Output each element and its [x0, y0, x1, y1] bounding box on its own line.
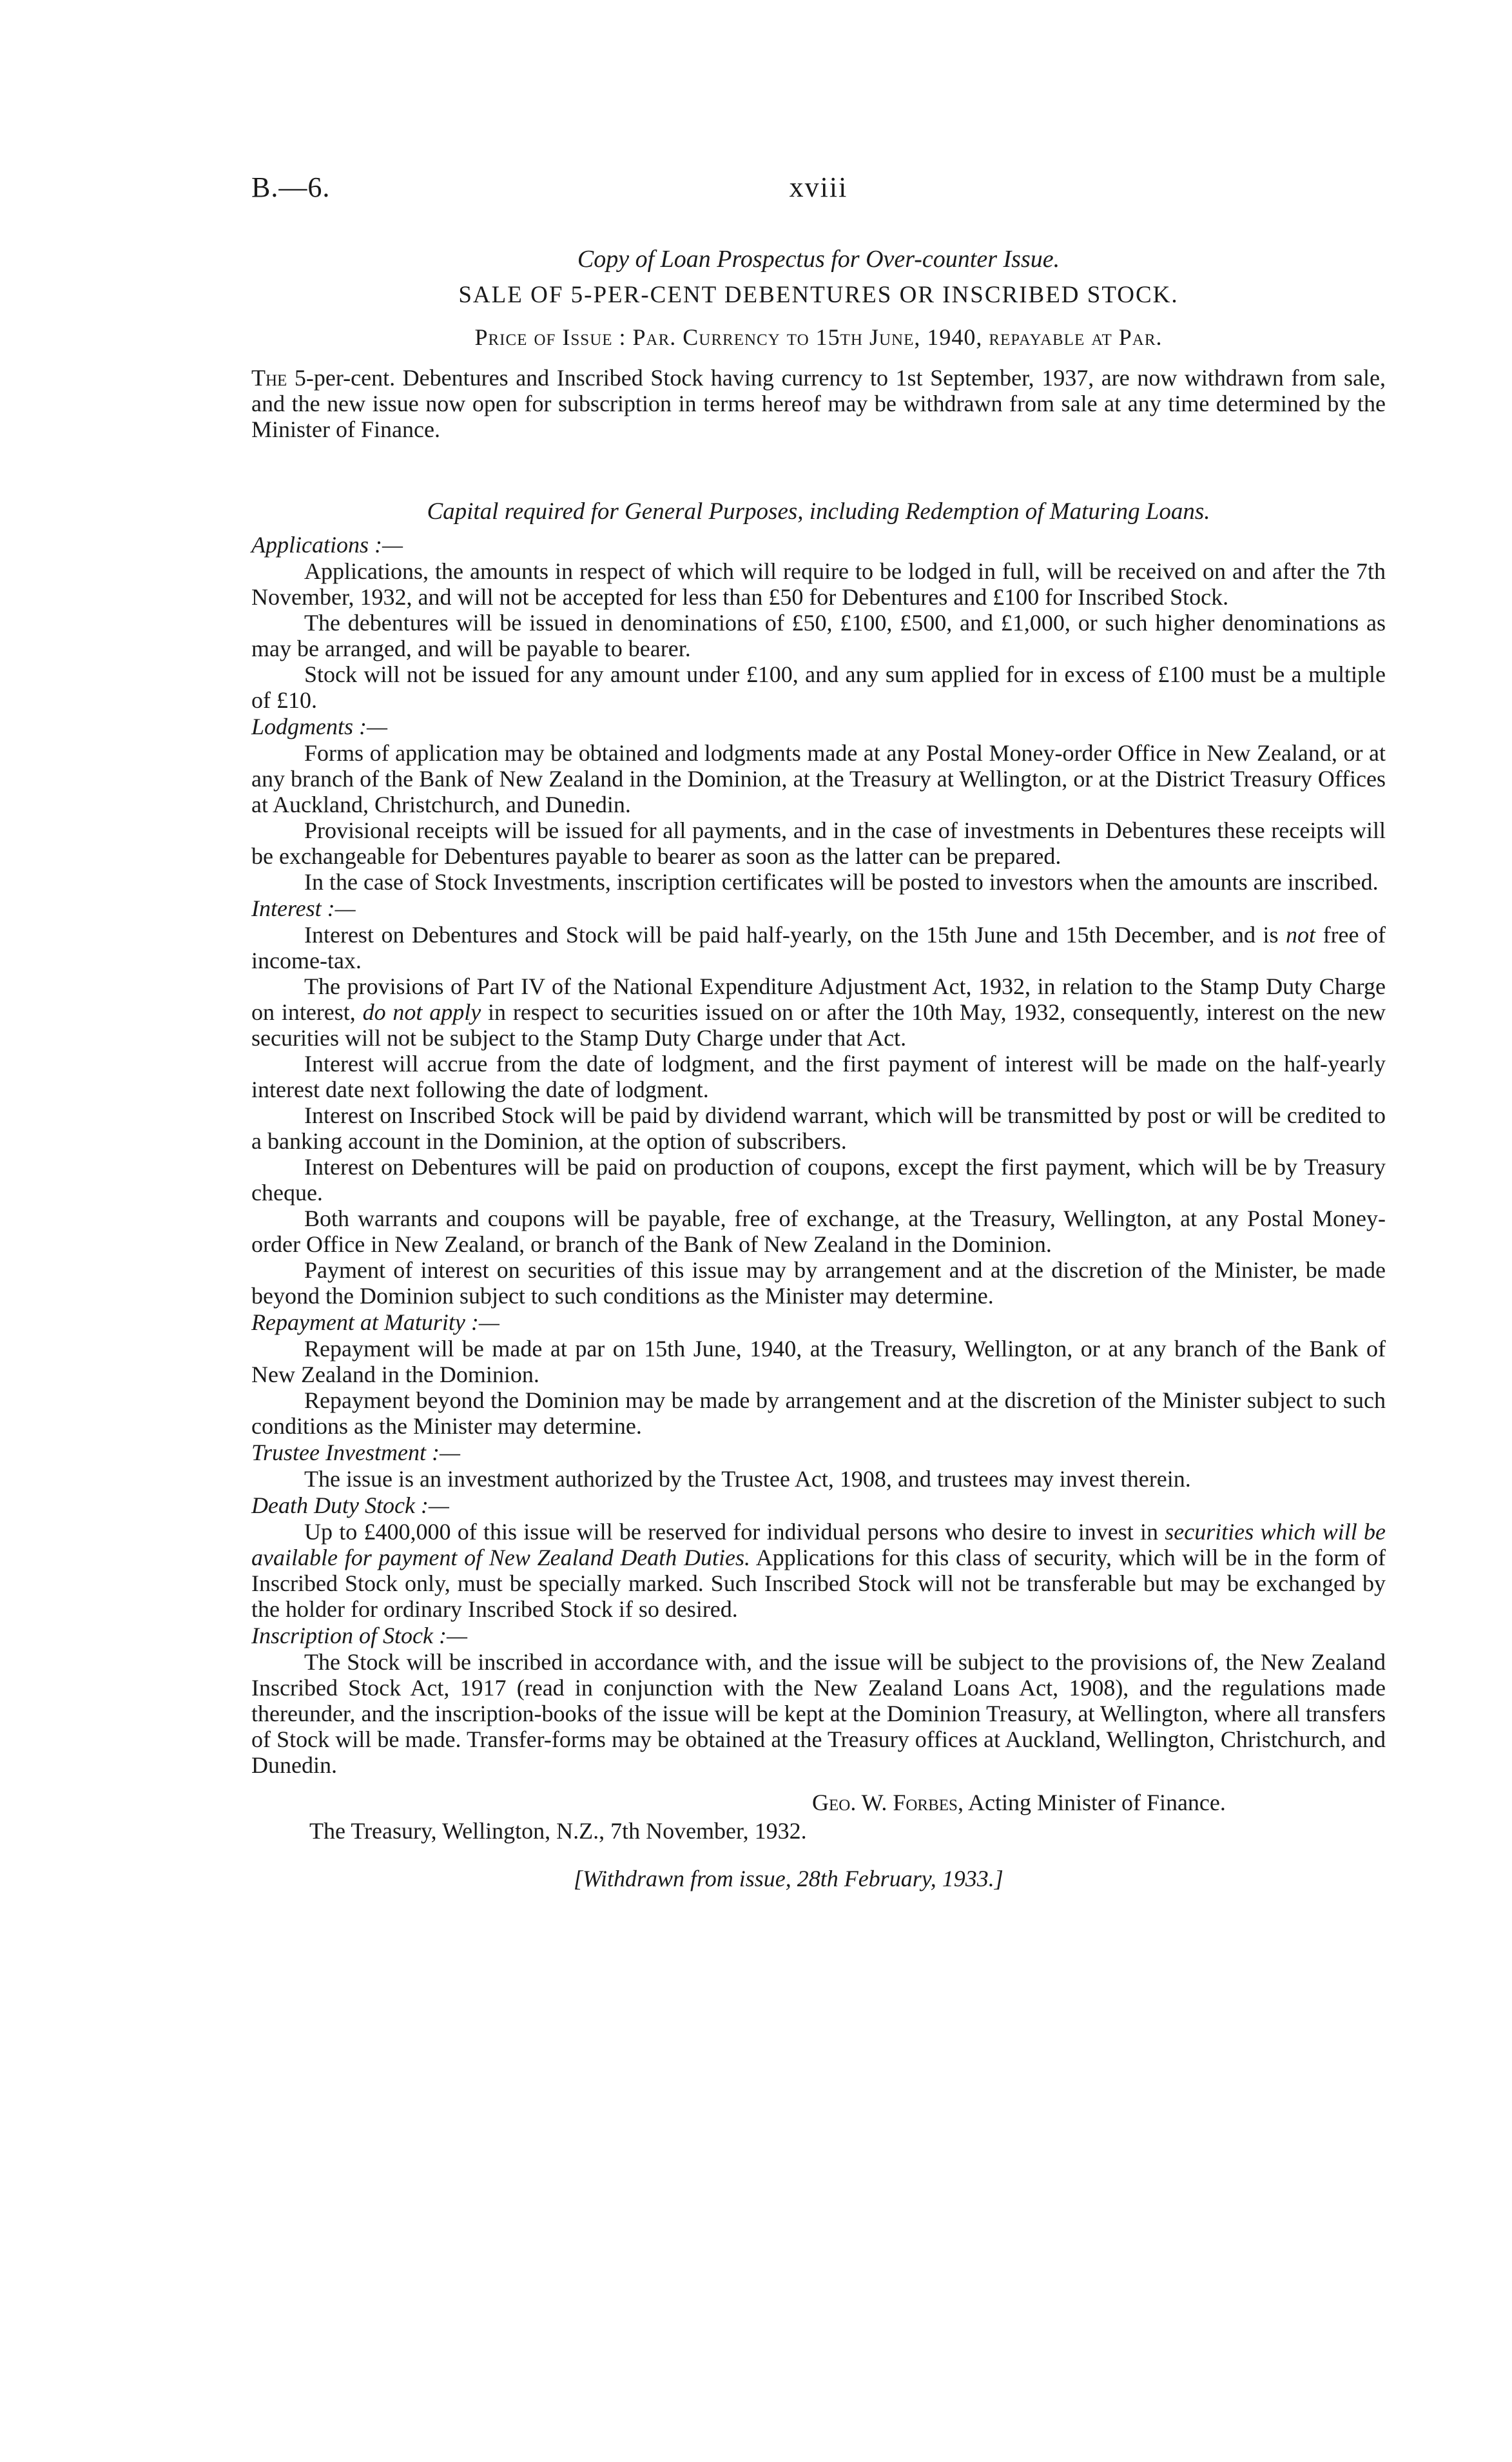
signatory-name: Geo. W. Forbes, [812, 1790, 964, 1815]
section-heading: Inscription of Stock :— [251, 1623, 467, 1648]
paragraph: Interest on Inscribed Stock will be paid by dividend warrant, which will be transmitted by post or will be credited to a banking account in the Dominion, at the option of subscribers. [251, 1102, 1386, 1154]
paragraph: Provisional receipts will be issued for all payments, and in the case of investments in Debentures these receipts will be exchangeable for Debentures payable to bearer as soon as the latter can be prepared. [251, 817, 1386, 869]
text-run: The provisions of Part IV of the National Expenditure Adjustment Act, 1932, in relation to the Stamp Duty Charge on interest, [251, 973, 1386, 1025]
signatory-title: Acting Minister of Finance. [963, 1790, 1226, 1815]
paragraph: Payment of interest on securities of this issue may by arrangement and at the discretion of the Minister, be made beyond the Dominion subject to such conditions as the Minister may determine. [251, 1257, 1386, 1309]
emphasis: do not apply [362, 999, 481, 1025]
paragraph: In the case of Stock Investments, inscription certificates will be posted to investors when the amounts are inscribed. [304, 869, 1379, 895]
section-heading: Trustee Investment :— [251, 1440, 460, 1465]
paragraph: The issue is an investment authorized by the Trustee Act, 1908, and trustees may invest therein. [304, 1466, 1191, 1492]
section-lodgments [251, 713, 1386, 895]
document-reference: B.—6. [251, 171, 331, 203]
paragraph: Interest on Debentures will be paid on production of coupons, except the first payment, which will be by Treasury cheque. [251, 1154, 1386, 1206]
paragraph: Forms of application may be obtained and lodgments made at any Postal Money-order Office in New Zealand, or at any branch of the Bank of New Zealand in the Dominion, at the Treasury at Wellington, or at the District Treasury Offices at Auckland, Christchurch, and Dunedin. [251, 740, 1386, 817]
page-number: xviii [789, 171, 848, 203]
paragraph [251, 973, 1386, 1051]
section-death-duty [251, 1492, 1386, 1622]
paragraph: Both warrants and coupons will be payable, free of exchange, at the Treasury, Wellington, at any Postal Money-order Office in New Zealand, or branch of the Bank of New Zealand in the Dominion. [251, 1206, 1386, 1257]
section-trustee [251, 1439, 1386, 1492]
place-and-date: The Treasury, Wellington, N.Z., 7th November, 1932. [309, 1818, 807, 1844]
capital-heading: Capital required for General Purposes, including Redemption of Maturing Loans. [427, 498, 1210, 525]
section-heading: Lodgments :— [251, 714, 388, 739]
withdrawn-note [251, 1864, 1386, 1893]
paragraph [251, 1519, 1386, 1622]
paragraph: The debentures will be issued in denominations of £50, £100, £500, and £1,000, or such higher denominations as may be arranged, and will be payable to bearer. [251, 610, 1386, 661]
section-applications [251, 531, 1386, 713]
withdrawn-text: [Withdrawn from issue, 28th February, 1933.] [574, 1866, 1003, 1891]
price-of-issue: Price of Issue : Par. Currency to 15th June, 1940, repayable at Par. [474, 324, 1163, 350]
text-run: free of income-tax. [251, 922, 1386, 973]
intro-text: 5-per-cent. Debentures and Inscribed Stock having currency to 1st September, 1937, are now withdrawn from sale, and the new issue now open for subscription in terms hereof may be withdrawn from sale at any time determined by the Minister of Finance. [251, 365, 1386, 442]
paragraph: Interest will accrue from the date of lodgment, and the first payment of interest will be made on the half-yearly interest date next following the date of lodgment. [251, 1051, 1386, 1102]
title-block [251, 245, 1386, 442]
intro-lead: The [251, 365, 287, 391]
paragraph: Stock will not be issued for any amount under £100, and any sum applied for in excess of £100 must be a multiple of £10. [251, 661, 1386, 713]
section-heading: Applications :— [251, 532, 403, 558]
text-run: in respect to securities issued on or after the 10th May, 1932, consequently, interest on the new securities will not be subject to the Stamp Duty Charge under that Act. [251, 999, 1386, 1051]
emphasis: not [1286, 922, 1316, 948]
text-run: Interest on Debentures and Stock will be paid half-yearly, on the 15th June and 15th December, and is [304, 922, 1286, 948]
text-run: Applications for this class of security, which will be in the form of Inscribed Stock only, must be specially marked. Such Inscribed Stock will not be transferable but may be exchanged by the holder for ordinary Inscribed Stock if so desired. [251, 1545, 1386, 1622]
document-title: SALE OF 5-PER-CENT DEBENTURES OR INSCRIBED STOCK. [458, 282, 1179, 308]
section-heading: Interest :— [251, 895, 356, 921]
paragraph: The Stock will be inscribed in accordance with, and the issue will be subject to the provisions of, the New Zealand Inscribed Stock Act, 1917 (read in conjunction with the New Zealand Loans Act, 1908), and the regulations made thereunder, and the inscription-books of the issue will be kept at the Dominion Treasury, at Wellington, where all transfers of Stock will be made. Transfer-forms may be obtained at the Treasury offices at Auckland, Wellington, Christchurch, and Dunedin. [251, 1649, 1386, 1778]
section-inscription [251, 1622, 1386, 1778]
paragraph: Repayment will be made at par on 15th June, 1940, at the Treasury, Wellington, or at any branch of the Bank of New Zealand in the Dominion. [251, 1336, 1386, 1387]
section-repayment [251, 1309, 1386, 1439]
prospectus-body [251, 495, 1386, 1893]
section-heading: Death Duty Stock :— [251, 1492, 449, 1518]
page-header [251, 171, 1386, 210]
emphasis: securities which will be available for payment of New Zealand Death Duties. [251, 1519, 1386, 1570]
paragraph: Applications, the amounts in respect of which will require to be lodged in full, will be received on and after the 7th November, 1932, and will not be accepted for less than £50 for Debentures and £100 for Inscribed Stock. [251, 558, 1386, 610]
text-run: Up to £400,000 of this issue will be reserved for individual persons who desire to invest in [304, 1519, 1165, 1545]
section-heading: Repayment at Maturity :— [251, 1309, 499, 1335]
prospectus-subtitle: Copy of Loan Prospectus for Over-counter Issue. [577, 246, 1060, 273]
intro-paragraph [251, 365, 1386, 442]
paragraph: Repayment beyond the Dominion may be made by arrangement and at the discretion of the Minister subject to such conditions as the Minister may determine. [251, 1387, 1386, 1439]
signature [251, 1788, 1386, 1817]
section-interest [251, 895, 1386, 1309]
paragraph [251, 922, 1386, 973]
